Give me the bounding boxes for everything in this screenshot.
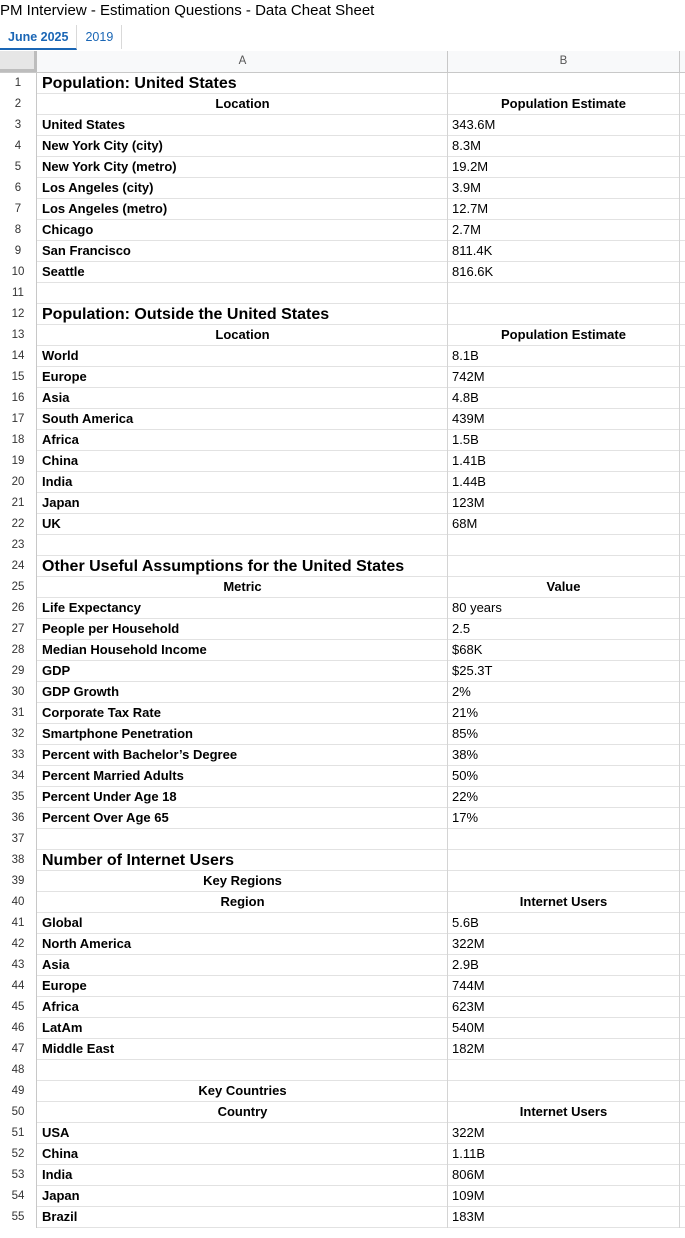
cell-b[interactable]: 540M	[448, 1018, 680, 1039]
cell-a[interactable]: China	[38, 451, 448, 472]
cell-b[interactable]: Population Estimate	[448, 94, 680, 115]
cell-a[interactable]: UK	[38, 514, 448, 535]
header-row	[0, 871, 685, 892]
cell-a[interactable]: Africa	[38, 430, 448, 451]
row-number[interactable]: 44	[0, 976, 37, 997]
cell-b[interactable]: 343.6M	[448, 115, 680, 136]
cell-a[interactable]	[38, 283, 448, 304]
section-title-row	[0, 850, 685, 871]
cell-b[interactable]	[448, 304, 680, 325]
cell-a[interactable]: Percent with Bachelor’s Degree	[38, 745, 448, 766]
cell-a[interactable]: Los Angeles (city)	[38, 178, 448, 199]
row-number[interactable]: 11	[0, 283, 37, 304]
cell-a[interactable]: Japan	[38, 493, 448, 514]
cell-a[interactable]: Other Useful Assumptions for the United States	[38, 556, 448, 577]
cell-b[interactable]: $68K	[448, 640, 680, 661]
table-row	[0, 262, 685, 283]
table-row	[0, 1018, 685, 1039]
row-number[interactable]: 50	[0, 1102, 37, 1123]
cell-a[interactable]: Location	[38, 94, 448, 115]
table-row	[0, 976, 685, 997]
sheet-tabs	[0, 25, 122, 51]
row-number[interactable]: 6	[0, 178, 37, 199]
table-row	[0, 1123, 685, 1144]
cell-a[interactable]	[38, 1060, 448, 1081]
table-row	[0, 136, 685, 157]
table-row	[0, 640, 685, 661]
cell-b[interactable]: 811.4K	[448, 241, 680, 262]
table-row	[0, 598, 685, 619]
header-row	[0, 577, 685, 598]
cell-a[interactable]: Location	[38, 325, 448, 346]
cell-b[interactable]: 2.9B	[448, 955, 680, 976]
row-number[interactable]: 40	[0, 892, 37, 913]
cell-a[interactable]: India	[38, 472, 448, 493]
empty-row	[0, 283, 685, 304]
section-title-row	[0, 556, 685, 577]
table-row	[0, 682, 685, 703]
table-row	[0, 1207, 685, 1228]
cell-a[interactable]: Population: Outside the United States	[38, 304, 448, 325]
cell-b[interactable]: 1.5B	[448, 430, 680, 451]
table-row	[0, 724, 685, 745]
section-title-row	[0, 304, 685, 325]
cell-a[interactable]: LatAm	[38, 1018, 448, 1039]
empty-row	[0, 829, 685, 850]
row-number[interactable]: 51	[0, 1123, 37, 1144]
table-row	[0, 619, 685, 640]
section-title-row	[0, 73, 685, 94]
table-row	[0, 1186, 685, 1207]
row-number[interactable]: 37	[0, 829, 37, 850]
cell-b[interactable]: 816.6K	[448, 262, 680, 283]
row-number[interactable]: 52	[0, 1144, 37, 1165]
row-number[interactable]: 28	[0, 640, 37, 661]
cell-a[interactable]: Number of Internet Users	[38, 850, 448, 871]
table-row	[0, 787, 685, 808]
cell-a[interactable]: Middle East	[38, 1039, 448, 1060]
cell-b[interactable]: 5.6B	[448, 913, 680, 934]
row-number[interactable]: 22	[0, 514, 37, 535]
row-number[interactable]: 24	[0, 556, 37, 577]
table-row	[0, 955, 685, 976]
column-header-row	[0, 51, 685, 73]
cell-b[interactable]: $25.3T	[448, 661, 680, 682]
header-row	[0, 892, 685, 913]
row-number[interactable]: 30	[0, 682, 37, 703]
table-row	[0, 178, 685, 199]
cell-a[interactable]: Life Expectancy	[38, 598, 448, 619]
cell-b[interactable]: 22%	[448, 787, 680, 808]
cell-a[interactable]: Percent Under Age 18	[38, 787, 448, 808]
cell-a[interactable]: India	[38, 1165, 448, 1186]
cell-a[interactable]: South America	[38, 409, 448, 430]
cell-b[interactable]: 2.7M	[448, 220, 680, 241]
spreadsheet-grid	[0, 51, 685, 1228]
row-number[interactable]: 42	[0, 934, 37, 955]
row-number[interactable]: 8	[0, 220, 37, 241]
table-row	[0, 808, 685, 829]
cell-a[interactable]	[38, 829, 448, 850]
table-row	[0, 220, 685, 241]
row-number[interactable]: 16	[0, 388, 37, 409]
column-header-a[interactable]: A	[38, 51, 448, 72]
cell-b[interactable]: 1.11B	[448, 1144, 680, 1165]
row-number[interactable]: 19	[0, 451, 37, 472]
header-row	[0, 1081, 685, 1102]
table-row	[0, 1165, 685, 1186]
cell-a[interactable]: World	[38, 346, 448, 367]
cell-b[interactable]	[448, 829, 680, 850]
cell-b[interactable]: 109M	[448, 1186, 680, 1207]
cell-b[interactable]: 12.7M	[448, 199, 680, 220]
cell-b[interactable]: 2%	[448, 682, 680, 703]
cell-b[interactable]	[448, 1060, 680, 1081]
row-number[interactable]: 1	[0, 73, 37, 94]
cell-a[interactable]: Country	[38, 1102, 448, 1123]
cell-b[interactable]: 806M	[448, 1165, 680, 1186]
row-number[interactable]: 4	[0, 136, 37, 157]
cell-b[interactable]	[448, 283, 680, 304]
table-row	[0, 703, 685, 724]
row-number[interactable]: 14	[0, 346, 37, 367]
row-number[interactable]: 17	[0, 409, 37, 430]
row-number[interactable]: 27	[0, 619, 37, 640]
select-all-corner[interactable]	[0, 51, 37, 72]
cell-b[interactable]	[448, 871, 680, 892]
cell-b[interactable]	[448, 535, 680, 556]
cell-a[interactable]: Europe	[38, 367, 448, 388]
cell-a[interactable]: Asia	[38, 388, 448, 409]
cell-b[interactable]: 8.1B	[448, 346, 680, 367]
cell-b[interactable]: 322M	[448, 934, 680, 955]
cell-b[interactable]: 322M	[448, 1123, 680, 1144]
row-number[interactable]: 3	[0, 115, 37, 136]
cell-a[interactable]: Los Angeles (metro)	[38, 199, 448, 220]
tab-2019[interactable]: 2019	[77, 25, 122, 49]
cell-b[interactable]: 742M	[448, 367, 680, 388]
row-number[interactable]: 32	[0, 724, 37, 745]
cell-b[interactable]: 21%	[448, 703, 680, 724]
table-row	[0, 1039, 685, 1060]
table-row	[0, 514, 685, 535]
row-number[interactable]: 33	[0, 745, 37, 766]
cell-b[interactable]: 3.9M	[448, 178, 680, 199]
table-row	[0, 745, 685, 766]
cell-b[interactable]: 68M	[448, 514, 680, 535]
document-title: PM Interview - Estimation Questions - Data Cheat Sheet	[0, 2, 375, 19]
row-number[interactable]: 20	[0, 472, 37, 493]
table-row	[0, 115, 685, 136]
cell-b[interactable]: 2.5	[448, 619, 680, 640]
cell-a[interactable]: Global	[38, 913, 448, 934]
row-number[interactable]: 31	[0, 703, 37, 724]
row-number[interactable]: 15	[0, 367, 37, 388]
cell-b[interactable]	[448, 850, 680, 871]
row-number[interactable]: 38	[0, 850, 37, 871]
table-row	[0, 409, 685, 430]
table-row	[0, 367, 685, 388]
cell-b[interactable]: 182M	[448, 1039, 680, 1060]
row-number[interactable]: 2	[0, 94, 37, 115]
row-number[interactable]: 45	[0, 997, 37, 1018]
column-header-b[interactable]: B	[448, 51, 680, 72]
cell-b[interactable]: 19.2M	[448, 157, 680, 178]
cell-a[interactable]: North America	[38, 934, 448, 955]
row-number[interactable]: 53	[0, 1165, 37, 1186]
row-number[interactable]: 36	[0, 808, 37, 829]
row-number[interactable]: 47	[0, 1039, 37, 1060]
cell-a[interactable]: Percent Over Age 65	[38, 808, 448, 829]
cell-b[interactable]: 1.44B	[448, 472, 680, 493]
cell-b[interactable]: 17%	[448, 808, 680, 829]
table-row	[0, 472, 685, 493]
empty-row	[0, 1060, 685, 1081]
table-row	[0, 388, 685, 409]
cell-b[interactable]	[448, 556, 680, 577]
row-number[interactable]: 18	[0, 430, 37, 451]
table-row	[0, 493, 685, 514]
cell-b[interactable]: 439M	[448, 409, 680, 430]
cell-b[interactable]: 80 years	[448, 598, 680, 619]
table-row	[0, 346, 685, 367]
cell-a[interactable]: Percent Married Adults	[38, 766, 448, 787]
table-row	[0, 451, 685, 472]
cell-b[interactable]: 123M	[448, 493, 680, 514]
cell-a[interactable]: Corporate Tax Rate	[38, 703, 448, 724]
cell-b[interactable]: Internet Users	[448, 1102, 680, 1123]
row-number[interactable]: 35	[0, 787, 37, 808]
cell-b[interactable]: Value	[448, 577, 680, 598]
cell-b[interactable]: Internet Users	[448, 892, 680, 913]
row-number[interactable]: 48	[0, 1060, 37, 1081]
cell-a[interactable]: Smartphone Penetration	[38, 724, 448, 745]
row-number[interactable]: 7	[0, 199, 37, 220]
row-number[interactable]: 39	[0, 871, 37, 892]
table-row	[0, 1144, 685, 1165]
cell-a[interactable]: Asia	[38, 955, 448, 976]
table-row	[0, 766, 685, 787]
cell-a[interactable]: United States	[38, 115, 448, 136]
cell-b[interactable]: Population Estimate	[448, 325, 680, 346]
header-row	[0, 1102, 685, 1123]
row-number[interactable]: 55	[0, 1207, 37, 1228]
cell-a[interactable]: USA	[38, 1123, 448, 1144]
table-row	[0, 934, 685, 955]
empty-row	[0, 535, 685, 556]
cell-a[interactable]: New York City (metro)	[38, 157, 448, 178]
cell-a[interactable]: Europe	[38, 976, 448, 997]
row-number[interactable]: 9	[0, 241, 37, 262]
table-row	[0, 157, 685, 178]
cell-b[interactable]	[448, 1081, 680, 1102]
sheet-rows	[0, 73, 685, 1228]
cell-a[interactable]: Region	[38, 892, 448, 913]
row-number[interactable]: 5	[0, 157, 37, 178]
row-number[interactable]: 54	[0, 1186, 37, 1207]
cell-b[interactable]: 623M	[448, 997, 680, 1018]
row-number[interactable]: 43	[0, 955, 37, 976]
row-number[interactable]: 34	[0, 766, 37, 787]
row-number[interactable]: 21	[0, 493, 37, 514]
header-row	[0, 325, 685, 346]
row-number[interactable]: 23	[0, 535, 37, 556]
table-row	[0, 241, 685, 262]
header-row	[0, 94, 685, 115]
cell-b[interactable]: 744M	[448, 976, 680, 997]
cell-a[interactable]: New York City (city)	[38, 136, 448, 157]
tab-june-2025[interactable]: June 2025	[0, 25, 77, 50]
table-row	[0, 661, 685, 682]
cell-a[interactable]: Africa	[38, 997, 448, 1018]
table-row	[0, 199, 685, 220]
cell-a[interactable]: Chicago	[38, 220, 448, 241]
row-number[interactable]: 41	[0, 913, 37, 934]
cell-a[interactable]: People per Household	[38, 619, 448, 640]
table-row	[0, 997, 685, 1018]
cell-b[interactable]: 50%	[448, 766, 680, 787]
table-row	[0, 430, 685, 451]
row-number[interactable]: 25	[0, 577, 37, 598]
row-number[interactable]: 49	[0, 1081, 37, 1102]
cell-a[interactable]: San Francisco	[38, 241, 448, 262]
cell-a[interactable]: GDP Growth	[38, 682, 448, 703]
cell-b[interactable]: 183M	[448, 1207, 680, 1228]
cell-a[interactable]: Seattle	[38, 262, 448, 283]
cell-b[interactable]: 1.41B	[448, 451, 680, 472]
cell-a[interactable]: Population: United States	[38, 73, 448, 94]
row-number[interactable]: 12	[0, 304, 37, 325]
cell-a[interactable]: GDP	[38, 661, 448, 682]
row-number[interactable]: 13	[0, 325, 37, 346]
row-number[interactable]: 26	[0, 598, 37, 619]
cell-a[interactable]: Key Countries	[38, 1081, 448, 1102]
cell-a[interactable]: Japan	[38, 1186, 448, 1207]
cell-b[interactable]: 4.8B	[448, 388, 680, 409]
cell-a[interactable]: Key Regions	[38, 871, 448, 892]
cell-a[interactable]: Brazil	[38, 1207, 448, 1228]
cell-a[interactable]: Metric	[38, 577, 448, 598]
cell-a[interactable]: China	[38, 1144, 448, 1165]
row-number[interactable]: 29	[0, 661, 37, 682]
cell-a[interactable]	[38, 535, 448, 556]
cell-b[interactable]: 38%	[448, 745, 680, 766]
table-row	[0, 913, 685, 934]
cell-b[interactable]: 8.3M	[448, 136, 680, 157]
cell-b[interactable]: 85%	[448, 724, 680, 745]
cell-b[interactable]	[448, 73, 680, 94]
row-number[interactable]: 46	[0, 1018, 37, 1039]
cell-a[interactable]: Median Household Income	[38, 640, 448, 661]
row-number[interactable]: 10	[0, 262, 37, 283]
